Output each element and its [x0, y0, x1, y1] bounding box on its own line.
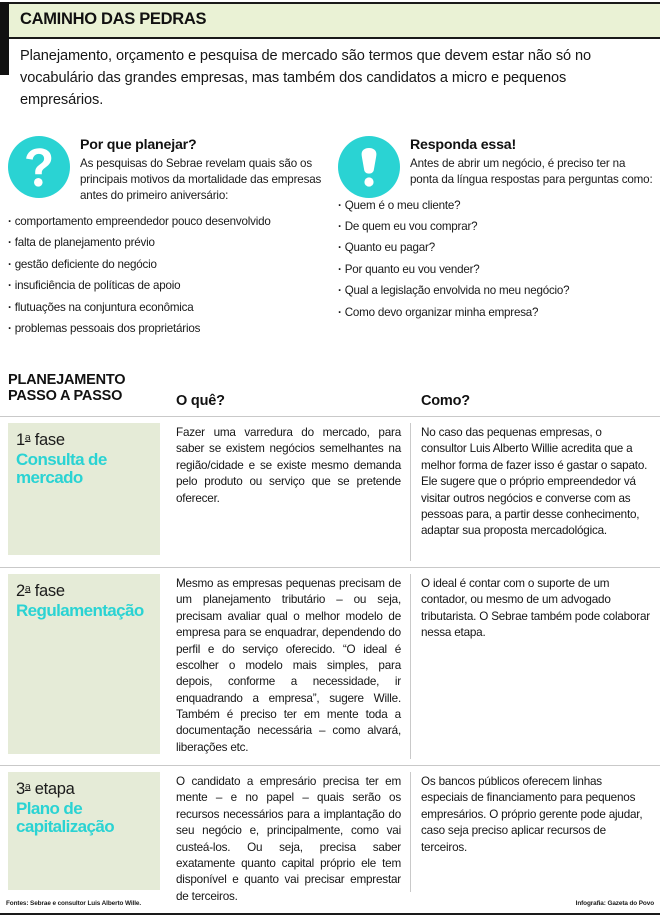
column-header-o-que: O quê?: [176, 393, 225, 409]
phase-number-label: [16, 781, 152, 798]
list-item: · gestão deficiente do negócio: [8, 254, 338, 275]
footer-rule: [0, 913, 660, 915]
table-row: [0, 567, 660, 765]
phase-name: Consulta de mercado: [16, 450, 107, 487]
phase-number-label: [16, 583, 152, 600]
panel-title: Por que planejar?: [80, 137, 197, 153]
cell-how: No caso das pequenas empresas, o consultor Luis Alberto Willie acredita que a melhor forma de fazer isso é gastar o sapato. Ele sugere que o próprio empreendedor vá visitar outros negócios e converse com as pessoas para, a partir desse conhecimento, adaptar sua proposta mercadológica.: [421, 426, 648, 538]
footer: [0, 898, 660, 920]
panel-title: Responda essa!: [410, 137, 517, 153]
column-header-planejamento: [8, 372, 125, 404]
header-bottom-rule: [0, 37, 660, 39]
cell-what: Mesmo as empresas pequenas precisam de um planejamento tributário – ou seja, precisam avaliar qual o melhor modelo de empresa para se enquadrar, dependendo do perfil e do serviço oferecido. “O ideal é escolher o modelo mais simples, para depois, conforme a necessidade, ir enquadrando a empresa”, sugere Wille. Também é preciso ter em mente toda a documentação necessária – como alvará, liberações etc.: [176, 577, 401, 754]
panel-list: [338, 195, 656, 324]
footer-sources: Fontes: Sebrae e consultor Luis Alberto Wille.: [6, 900, 142, 907]
page-title: CAMINHO DAS PEDRAS: [20, 10, 207, 28]
phase-block: [8, 772, 160, 890]
intro-paragraph: Planejamento, orçamento e pesquisa de mercado são termos que devem estar não só no vocabulário das grandes empresas, mas também dos candidatos a micro e pequenos empresários.: [20, 48, 592, 108]
left-accent-bar: [0, 2, 9, 75]
list-item: · problemas pessoais dos proprietários: [8, 319, 338, 340]
table-row: [0, 765, 660, 903]
list-item: · falta de planejamento prévio: [8, 233, 338, 254]
phase-number: 2: [16, 582, 25, 600]
steps-table: [0, 372, 660, 903]
column-divider: [410, 574, 411, 759]
phase-number: 1: [16, 431, 25, 449]
phase-block: [8, 574, 160, 754]
cell-what: O candidato a empresário precisa ter em mente – e no papel – quais serão os recursos necessários para a implantação do seu negócio e, principalmente, como vai custeá-los. Ou seja, precisa saber exatamente quanto capital próprio ele tem disponível e quanto vai precisar emprestar de terceiros.: [176, 775, 401, 903]
phase-word: fase: [34, 431, 65, 449]
phase-name: Plano de capitalização: [16, 799, 115, 836]
phase-word: etapa: [34, 780, 75, 798]
list-item: · flutuações na conjuntura econômica: [8, 297, 338, 318]
list-item: · Qual a legislação envolvida no meu negócio?: [338, 281, 656, 302]
list-item: · Quem é o meu cliente?: [338, 195, 656, 216]
cell-what: Fazer uma varredura do mercado, para saber se existem negócios semelhantes na região/cidade e se existe mesmo demanda pelo produto ou serviço que se pretende oferecer.: [176, 426, 401, 505]
panel-por-que-planejar: [8, 134, 338, 340]
question-mark-icon: [8, 136, 70, 198]
phase-block: [8, 423, 160, 555]
table-row: [0, 416, 660, 567]
panel-responda-essa: [338, 134, 656, 324]
panel-lede: As pesquisas do Sebrae revelam quais são os principais motivos da mortalidade das empresas antes do primeiro aniversário:: [80, 156, 322, 203]
cell-how: Os bancos públicos oferecem linhas especiais de financiamento para pequenos empresários. O próprio gerente pode ajudar, caso seja preciso aplicar recursos de terceiros.: [421, 775, 643, 854]
phase-ordinal: a: [24, 431, 31, 444]
list-item: · De quem eu vou comprar?: [338, 217, 656, 238]
phase-number: 3: [16, 780, 25, 798]
column-divider: [410, 423, 411, 561]
phase-word: fase: [34, 582, 65, 600]
column-header-como: Como?: [421, 393, 470, 409]
panel-lede: Antes de abrir um negócio, é preciso ter na ponta da língua respostas para perguntas como:: [410, 156, 653, 186]
phase-number-label: [16, 432, 152, 449]
column-header-line2: PASSO A PASSO: [8, 388, 123, 405]
list-item: · insuficiência de políticas de apoio: [8, 276, 338, 297]
list-item: · Como devo organizar minha empresa?: [338, 302, 656, 323]
phase-ordinal: a: [24, 582, 31, 595]
table-header-row: [0, 372, 660, 416]
column-header-line1: PLANEJAMENTO: [8, 372, 126, 388]
cell-how: O ideal é contar com o suporte de um contador, ou mesmo de um advogado tributarista. O Sebrae também pode colaborar nessa etapa.: [421, 577, 650, 640]
footer-credit: Infografia: Gazeta do Povo: [575, 900, 654, 907]
column-divider: [410, 772, 411, 892]
phase-ordinal: a: [24, 780, 31, 793]
panel-list: [8, 211, 338, 340]
list-item: · Por quanto eu vou vender?: [338, 259, 656, 280]
list-item: · comportamento empreendedor pouco desenvolvido: [8, 211, 338, 232]
list-item: · Quanto eu pagar?: [338, 238, 656, 259]
phase-name: Regulamentação: [16, 601, 144, 621]
exclamation-mark-icon: [338, 136, 400, 198]
